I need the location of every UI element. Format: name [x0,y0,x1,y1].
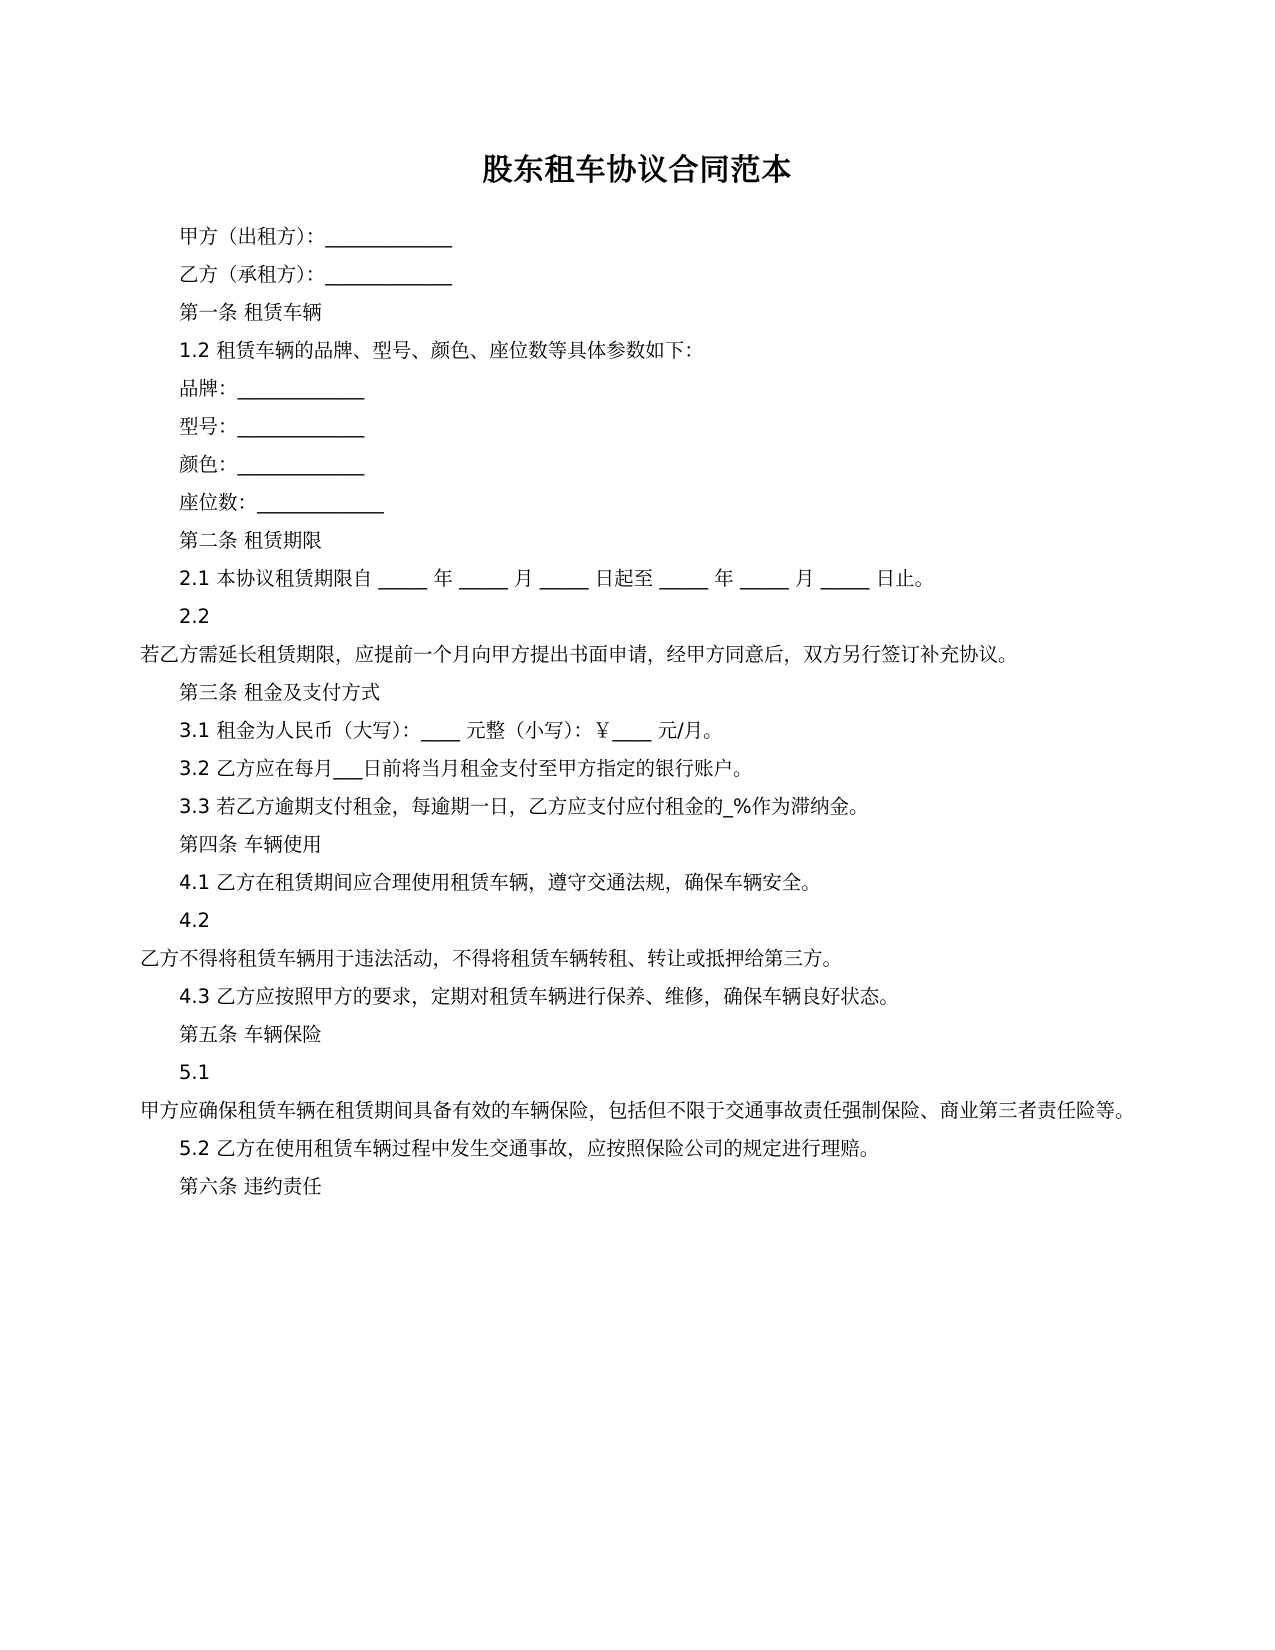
paragraph: 3.3 若乙方逾期支付租金，每逾期一日，乙方应支付应付租金的_%作为滞纳金。 [179,795,869,819]
paragraph: 3.1 租金为人民币（大写）：____ 元整（小写）：￥____ 元/月。 [179,719,723,743]
paragraph: 2.2 [179,605,211,629]
paragraph: 乙方（承租方）：_____________ [179,263,453,287]
paragraph: 4.3 乙方应按照甲方的要求，定期对租赁车辆进行保养、维修，确保车辆良好状态。 [179,985,899,1009]
paragraph: 4.2 [179,909,211,933]
paragraph: 1.2 租赁车辆的品牌、型号、颜色、座位数等具体参数如下： [179,339,704,363]
paragraph: 5.2 乙方在使用租赁车辆过程中发生交通事故，应按照保险公司的规定进行理赔。 [179,1137,880,1161]
paragraph: 第五条 车辆保险 [179,1023,322,1047]
document-body [140,218,1135,1206]
paragraph: 3.2 乙方应在每月___日前将当月租金支付至甲方指定的银行账户。 [179,757,753,781]
paragraph: 5.1 [179,1061,211,1085]
paragraph: 第二条 租赁期限 [179,529,322,553]
paragraph: 第四条 车辆使用 [179,833,322,857]
paragraph: 甲方（出租方）：_____________ [179,225,453,248]
page-title: 股东租车协议合同范本 [482,153,793,188]
paragraph: 2.1 本协议租赁期限自 _____ 年 _____ 月 _____ 日起至 _____ 年 _____ 月 _____ 日止。 [179,567,935,591]
paragraph: 乙方不得将租赁车辆用于违法活动，不得将租赁车辆转租、转让或抵押给第三方。 [140,947,843,971]
paragraph: 4.1 乙方在租赁期间应合理使用租赁车辆，遵守交通法规，确保车辆安全。 [179,871,821,895]
paragraph: 第六条 违约责任 [179,1175,322,1199]
paragraph: 型号：_____________ [179,415,365,439]
paragraph: 座位数：_____________ [179,491,384,515]
paragraph: 第一条 租赁车辆 [179,301,322,325]
paragraph: 品牌：_____________ [179,377,365,401]
paragraph: 第三条 租金及支付方式 [179,681,381,705]
paragraph: 甲方应确保租赁车辆在租赁期间具备有效的车辆保险，包括但不限于交通事故责任强制保险、商业第三者责任险等。 [140,1099,1135,1123]
paragraph: 若乙方需延长租赁期限，应提前一个月向甲方提出书面申请，经甲方同意后，双方另行签订补充协议。 [140,643,1018,667]
paragraph: 颜色：_____________ [179,453,365,477]
